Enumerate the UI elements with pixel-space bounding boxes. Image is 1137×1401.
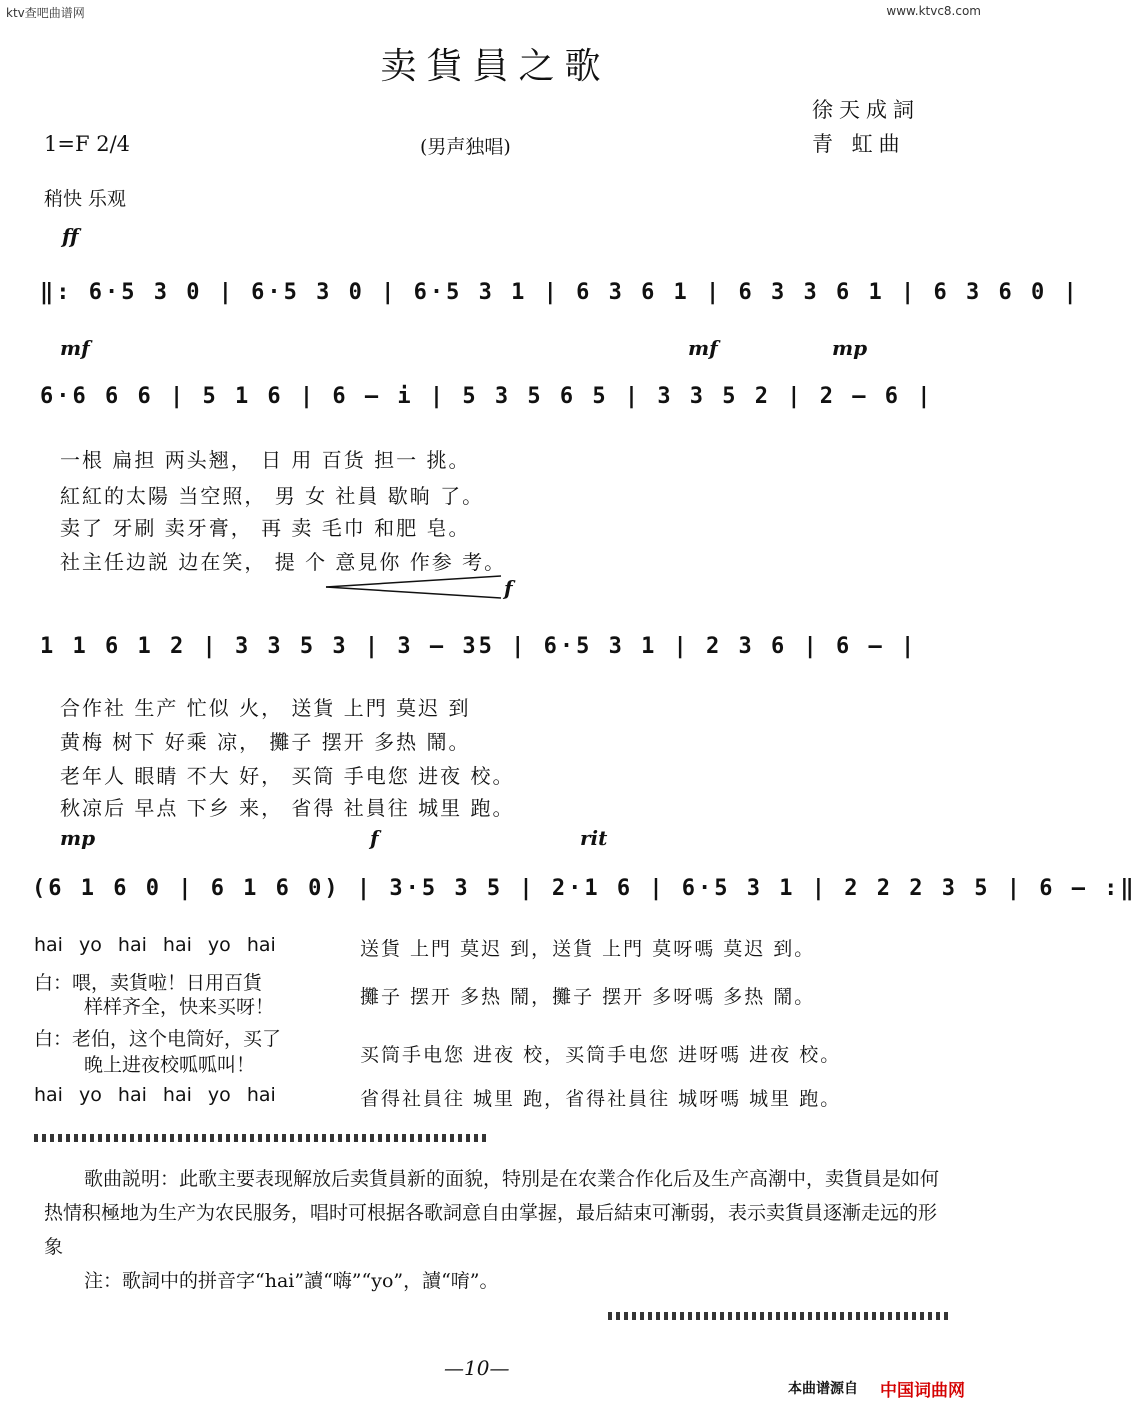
lyricist-credit: 徐天成詞 — [812, 98, 920, 122]
refrain-left-2: 白：喂，卖貨啦！日用百貨 — [34, 972, 263, 994]
lyric-verse-4: 社主任边説 边在笑， 提 个 意見你 作参 考。 — [60, 550, 507, 574]
watermark-left: ktv查吧曲谱网 — [6, 6, 85, 20]
refrain-left-6: hai yo hai hai yo hai — [34, 1084, 276, 1106]
dynamic-f-2: f — [370, 826, 379, 850]
lyric-verse-2: 紅紅的太陽 当空照， 男 女 社員 歇晌 了。 — [60, 484, 485, 508]
song-title: 卖貨員之歌 — [380, 46, 611, 87]
lyric-verse-5: 合作社 生产 忙似 火， 送貨 上門 莫迟 到 — [60, 696, 471, 720]
notation-line-2: 6·6 6 6 | 5 1 6 | 6 — i | 5 3 5 6 5 | 3 3 5 2 | 2 — 6 | — [40, 384, 934, 409]
refrain-left-4: 白：老伯，这个电筒好，买了 — [34, 1028, 282, 1050]
tempo-marking: 稍快 乐观 — [44, 188, 127, 210]
notation-line-1: ‖: 6·5 3 0 | 6·5 3 0 | 6·5 3 1 | 6 3 6 1 | 6 3 3 6 1 | 6 3 6 0 | — [40, 280, 1080, 305]
dynamic-f-1: f — [504, 576, 513, 600]
refrain-right-4: 省得社員往 城里 跑，省得社員往 城呀嗎 城里 跑。 — [360, 1088, 842, 1110]
lyric-verse-1: 一根 扁担 两头翘， 日 用 百货 担一 挑。 — [60, 448, 471, 472]
refrain-right-2: 攤子 摆开 多热 鬧，攤子 摆开 多呀嗎 多热 鬧。 — [360, 986, 816, 1008]
lyric-verse-6: 黄梅 树下 好乘 凉， 攤子 摆开 多热 鬧。 — [60, 730, 471, 754]
dynamic-mf-2: mf — [688, 336, 718, 360]
divider-wavy-bottom — [608, 1312, 948, 1320]
watermark-right: www.ktvc8.com — [886, 4, 981, 18]
dynamic-mp: mp — [832, 336, 868, 360]
page-number: —10— — [444, 1356, 510, 1380]
dynamic-rit: rit — [580, 826, 608, 850]
refrain-right-3: 买筒手电您 进夜 校，买筒手电您 进呀嗎 进夜 校。 — [360, 1044, 842, 1066]
refrain-left-1: hai yo hai hai yo hai — [34, 934, 276, 956]
notation-line-4: (6 1 6 0 | 6 1 6 0) | 3·5 3 5 | 2·1 6 | 6·5 3 1 | 2 2 2 3 5 | 6 — :‖ — [32, 876, 1137, 901]
dynamic-mp-2: mp — [60, 826, 96, 850]
composer-credit: 青 虹曲 — [812, 132, 906, 156]
refrain-right-1: 送貨 上門 莫迟 到，送貨 上門 莫呀嗎 莫迟 到。 — [360, 938, 816, 960]
footer-source-label: 本曲谱源自 — [788, 1381, 858, 1397]
lyric-verse-7: 老年人 眼睛 不大 好， 买筒 手电您 进夜 校。 — [60, 764, 515, 788]
refrain-left-5: 晚上进夜校呱呱叫！ — [84, 1054, 256, 1076]
dynamic-ff: ff — [62, 224, 79, 248]
divider-wavy-top — [34, 1134, 486, 1142]
key-signature: 1=F 2/4 — [44, 132, 130, 156]
dynamic-mf-1: mf — [60, 336, 90, 360]
refrain-left-3: 样样齐全，快来买呀！ — [84, 996, 275, 1018]
performance-type: (男声独唱) — [420, 136, 511, 158]
footer-site-name[interactable]: 中国词曲网 — [880, 1381, 965, 1401]
lyric-verse-8: 秋凉后 早点 下乡 来， 省得 社員往 城里 跑。 — [60, 796, 515, 820]
song-explanation: 歌曲説明：此歌主要表现解放后卖貨員新的面貌，特別是在农業合作化后及生产高潮中，卖貨員是如何热情积極地为生产为农民服务，唱时可根据各歌詞意自由掌握，最后結束可漸弱，表示卖貨員逐漸走远的形象 — [44, 1168, 940, 1258]
pronunciation-note: 注：歌詞中的拼音字“hai”讀“嗨”“yo”，讀“唷”。 — [84, 1270, 499, 1292]
lyric-verse-3: 卖了 牙刷 卖牙膏， 再 卖 毛巾 和肥 皂。 — [60, 516, 471, 540]
crescendo-hairpin — [326, 574, 506, 600]
notation-line-3: 1 1 6 1 2 | 3 3 5 3 | 3 — 35 | 6·5 3 1 | 2 3 6 | 6 — | — [40, 634, 918, 659]
